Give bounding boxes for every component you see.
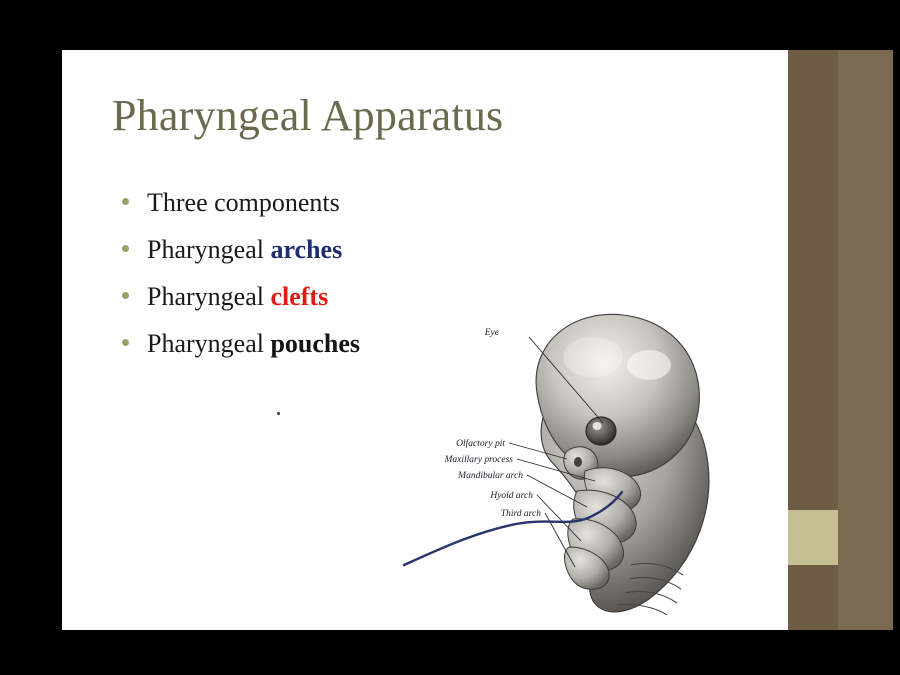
list-item-emphasis-arches: arches [270, 234, 343, 264]
eye-highlight [593, 422, 602, 430]
figure-label-third-arch: Third arch [500, 509, 541, 519]
page-title: Pharyngeal Apparatus [112, 91, 504, 140]
list-item-label: Three components [147, 188, 340, 217]
bullet-dot-icon [122, 292, 129, 299]
bullet-dot-icon [122, 198, 129, 205]
embryo-head-illustration [417, 265, 767, 615]
list-item [114, 185, 494, 222]
list-item [114, 232, 494, 269]
decorative-side-bar-light [838, 50, 893, 630]
list-item-prefix: Pharyngeal [147, 234, 271, 264]
bullet-dot-icon [122, 339, 129, 346]
forebrain-highlight-2 [563, 337, 623, 377]
figure-label-maxillary-process: Maxillary process [444, 455, 513, 465]
list-item-prefix: Pharyngeal [147, 281, 271, 311]
stray-ink-dot [277, 412, 280, 415]
figure-label-olfactory-pit: Olfactory pit [456, 439, 505, 449]
figure-label-mandibular-arch: Mandibular arch [458, 471, 523, 481]
decorative-side-accent-block [783, 510, 838, 565]
olfactory-pit-opening [574, 457, 582, 467]
figure-label-eye: Eye [484, 328, 499, 338]
list-item-emphasis-pouches: pouches [270, 328, 361, 358]
bullet-dot-icon [122, 245, 129, 252]
slide-canvas [62, 50, 788, 630]
figure-label-hyoid-arch: Hyoid arch [490, 491, 533, 501]
list-item-prefix: Pharyngeal [147, 328, 271, 358]
list-item-emphasis-clefts: clefts [270, 281, 329, 311]
forebrain-highlight [627, 350, 671, 380]
